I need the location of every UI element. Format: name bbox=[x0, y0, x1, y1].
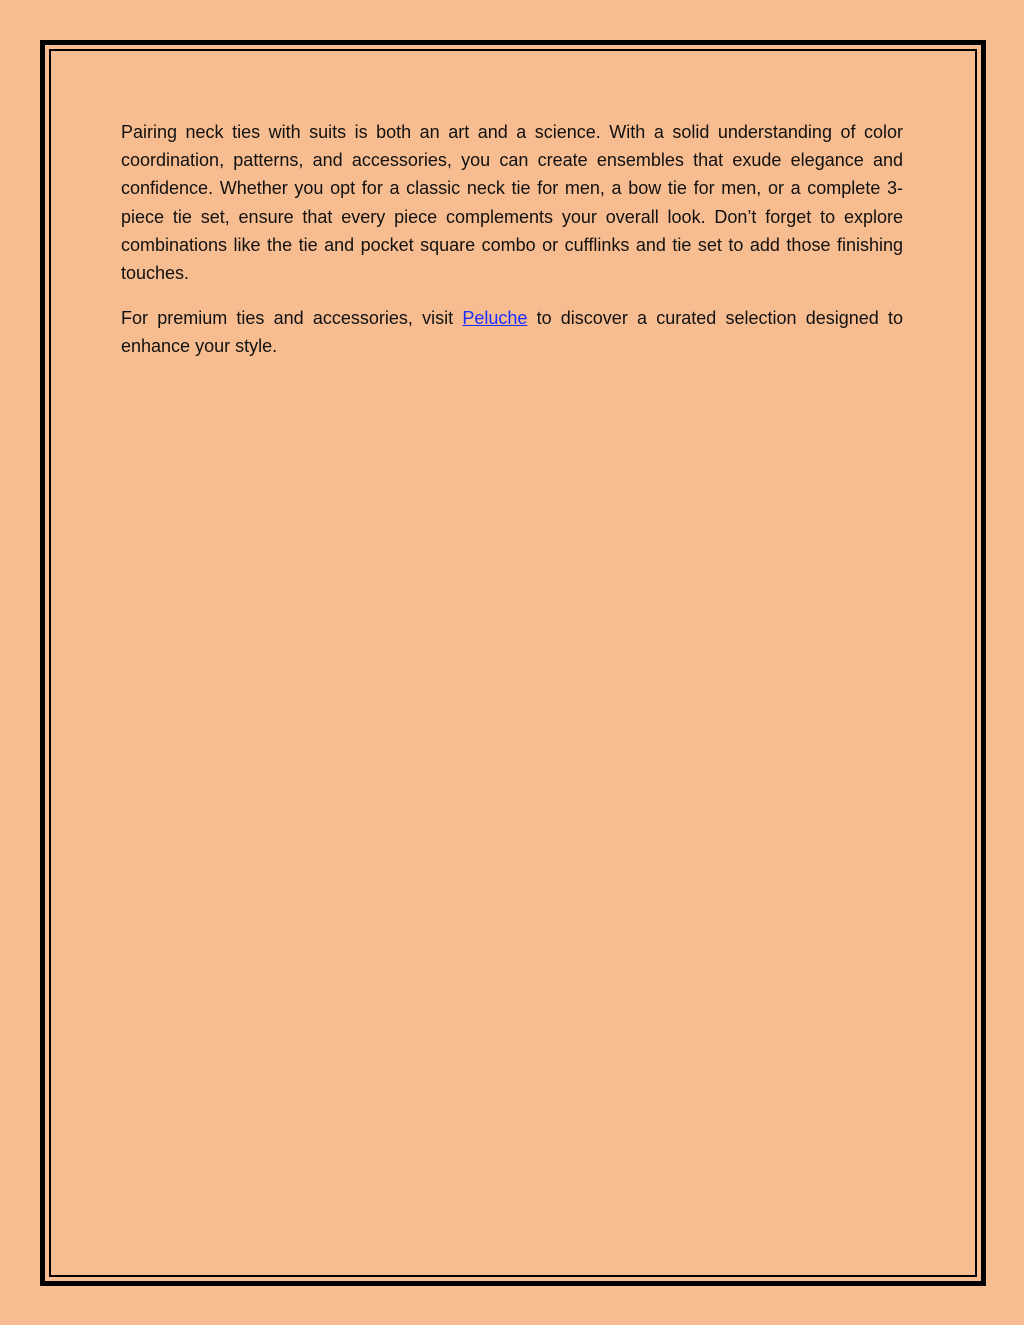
paragraph-1: Pairing neck ties with suits is both an art and a science. With a solid understanding of color coordination, patterns, and accessories, you can create ensembles that exude elegance and confidence. Whether you opt for a classic neck tie for men, a bow tie for men, or a complete 3-piece tie set, ensure that every piece complements your overall look. Don’t forget to explore combinations like the tie and pocket square combo or cufflinks and tie set to add those finishing touches. bbox=[121, 122, 903, 284]
peluche-link[interactable]: Peluche bbox=[462, 308, 528, 329]
paragraph-2-lead: For premium ties and accessories, visit bbox=[121, 308, 463, 329]
document-body bbox=[121, 118, 903, 378]
paragraph-2-tail: to discover a curated selection designed to enhance your style. bbox=[121, 308, 903, 357]
paragraph-2 bbox=[121, 304, 903, 360]
